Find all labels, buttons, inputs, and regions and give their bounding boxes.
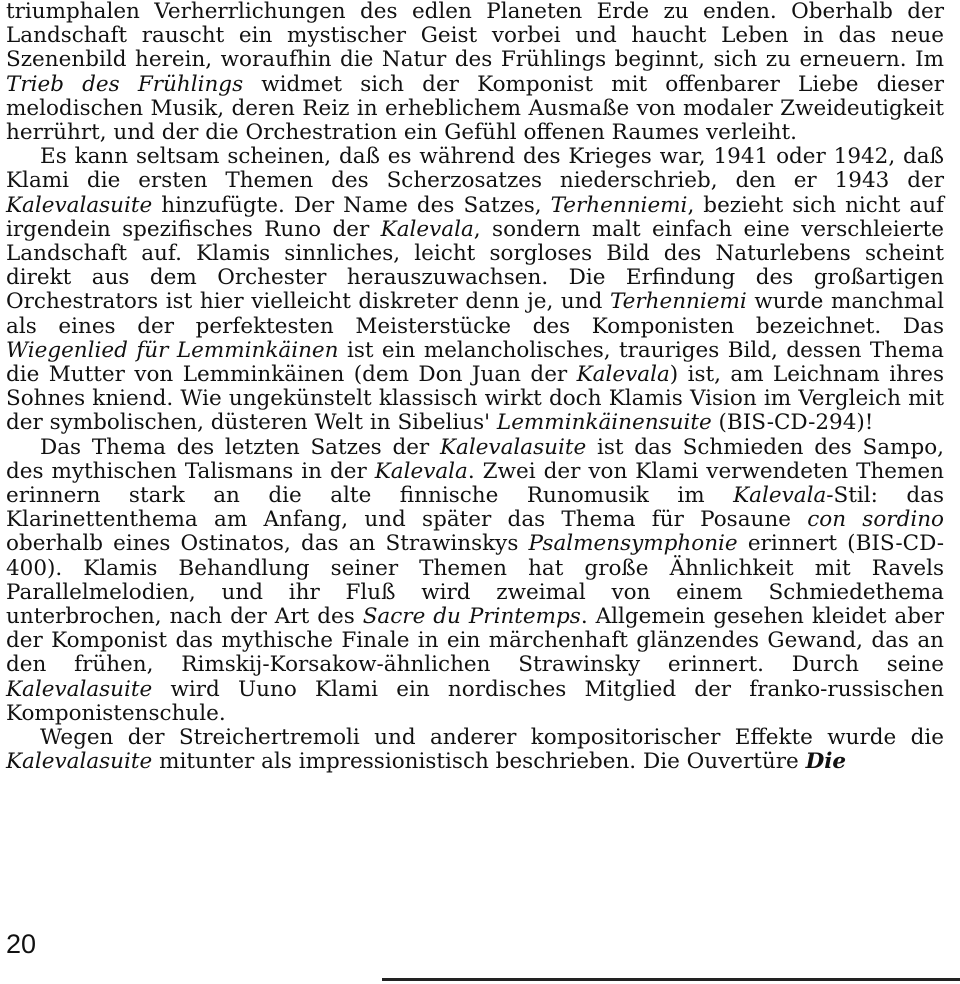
text-run: Es kann seltsam scheinen, daß es während des Krieges war, 1941 oder 1942, daß Klami die ersten Themen des Scherzosatzes niederschrieb, den er 1943 der bbox=[6, 144, 944, 194]
text-run: hinzufügte. Der Name des Satzes, bbox=[152, 192, 551, 218]
italic-title-run: Kalevalasuite bbox=[6, 749, 153, 775]
italic-title-run: Terhenniemi bbox=[550, 192, 688, 218]
italic-title-run: Sacre du Printemps bbox=[362, 604, 581, 630]
italic-title-run: Kalevalasuite bbox=[6, 676, 153, 702]
text-run: ist ein melancholisches, trauriges Bild, dessen Thema die Mutter von Lemminkäinen (dem Don Juan der bbox=[6, 337, 944, 388]
text-run: . Zwei der von Klami verwendeten Themen erinnern stark an die alte finnische Runomusik im bbox=[6, 458, 944, 509]
paragraph-3 bbox=[6, 436, 944, 726]
text-run: , bezieht sich nicht auf irgendein spezifisches Runo der bbox=[6, 192, 944, 242]
text-run: wurde manchmal als eines der perfektesten Meisterstücke des Komponisten bezeichnet. Das bbox=[6, 289, 944, 339]
paragraph-4 bbox=[6, 726, 944, 774]
bold-italic-title-run: Die bbox=[805, 749, 847, 775]
text-run: widmet sich der Komponist mit offenbarer Liebe dieser melodischen Musik, deren Reiz in erheblichem Ausmaße von modaler Zweideutigkeit herrührt, und der die Orchestration ein Gefühl offenen Raumes verleiht. bbox=[6, 71, 944, 146]
text-run: erinnert (BIS-CD-400). Klamis Behandlung seiner Themen hat große Ähnlichkeit mit Ravels Parallelmelodien, und ihr Fluß wird zweimal von einem Schmiedethema unterbrochen, nach der Art des bbox=[6, 531, 944, 630]
text-run: triumphalen Verherrlichungen des edlen Planeten Erde zu enden. Oberhalb der Landschaft rauscht ein mystischer Geist vorbei und haucht Leben in das neue Szenenbild herein, woraufhin die Natur des Frühlings beginnt, sich zu erneuern. Im bbox=[6, 0, 944, 73]
text-run: Das Thema des letzten Satzes der bbox=[40, 434, 440, 460]
footer-rule bbox=[382, 978, 960, 981]
text-run: ist das Schmieden des Sampo, des mythischen Talismans in der bbox=[6, 434, 944, 484]
italic-title-run: Kalevala bbox=[733, 483, 827, 509]
italic-title-run: Trieb des Frühlings bbox=[6, 71, 244, 97]
page-number: 20 bbox=[6, 929, 37, 959]
text-run: , sondern malt einfach eine verschleierte Landschaft auf. Klamis sinnliches, leicht sorgloses Bild des Naturlebens scheint direkt aus dem Orchester herauszuwachsen. Die Erfindung des großartigen Orchestrators ist hier vielleicht diskreter denn je, und bbox=[6, 216, 944, 315]
italic-title-run: Kalevalasuite bbox=[439, 434, 587, 460]
text-run: mitunter als impressionistisch beschrieben. Die Ouvertüre bbox=[152, 749, 806, 775]
italic-title-run: con sordino bbox=[807, 507, 944, 533]
italic-title-run: Lemminkäinensuite bbox=[496, 410, 712, 436]
italic-title-run: Terhenniemi bbox=[609, 289, 747, 315]
italic-title-run: Kalevala bbox=[374, 458, 468, 484]
paragraph-2 bbox=[6, 145, 944, 435]
document-page bbox=[6, 0, 944, 775]
text-run: Wegen der Streichertremoli und anderer kompositorischer Effekte wurde die bbox=[40, 725, 944, 751]
italic-title-run: Kalevalasuite bbox=[6, 192, 153, 218]
text-run: -Stil: das Klarinettenthema am Anfang, und später das Thema für Posaune bbox=[6, 483, 945, 533]
text-run: oberhalb eines Ostinatos, das an Strawinskys bbox=[6, 531, 529, 557]
text-run: (BIS-CD-294)! bbox=[711, 410, 874, 436]
italic-title-run: Kalevala bbox=[576, 362, 670, 388]
italic-title-run: Wiegenlied für Lemminkäinen bbox=[6, 337, 339, 363]
paragraph-1 bbox=[6, 0, 944, 145]
italic-title-run: Psalmensymphonie bbox=[528, 531, 738, 557]
italic-title-run: Kalevala bbox=[380, 216, 474, 242]
text-run: . Allgemein gesehen kleidet aber der Komponist das mythische Finale in ein märchenhaft glänzendes Gewand, das an den frühen, Rimskij-Korsakow-ähnlichen Strawinsky erinnert. Durch seine bbox=[6, 604, 944, 678]
text-run: ) ist, am Leichnam ihres Sohnes kniend. Wie ungekünstelt klassisch wirkt doch Klamis Vision im Vergleich mit der symbolischen, düsteren Welt in Sibelius' bbox=[6, 362, 944, 436]
text-run: wird Uuno Klami ein nordisches Mitglied der franko-russischen Komponistenschule. bbox=[6, 676, 944, 726]
